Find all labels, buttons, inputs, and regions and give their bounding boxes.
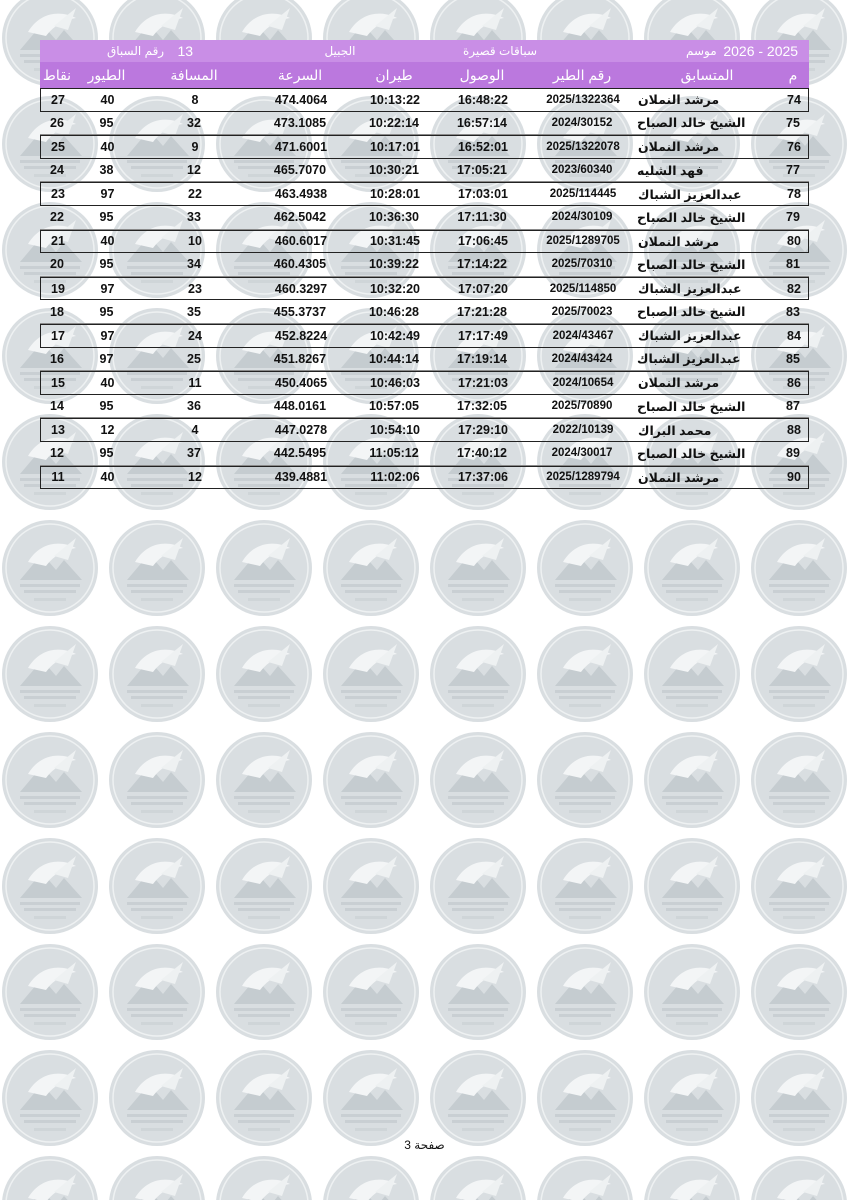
cell-distance: 34 <box>187 257 201 272</box>
watermark-logo <box>751 1050 847 1146</box>
cell-no: 79 <box>786 210 800 225</box>
cell-flight: 10:57:05 <box>368 399 420 414</box>
watermark-logo <box>751 944 847 1040</box>
watermark-logo <box>644 732 740 828</box>
results-sheet <box>40 40 809 489</box>
watermark-logo <box>109 732 205 828</box>
cell-arrival: 17:32:05 <box>456 399 508 414</box>
cell-flight: 10:39:22 <box>368 257 420 272</box>
cell-name: مرشد النملان <box>638 376 720 391</box>
cell-points: 22 <box>50 210 64 225</box>
table-row <box>40 277 809 301</box>
cell-points: 24 <box>50 163 64 178</box>
watermark-logo <box>751 732 847 828</box>
watermark-logo <box>430 732 526 828</box>
cell-speed: 471.6001 <box>274 139 328 154</box>
watermark-logo <box>430 626 526 722</box>
watermark-logo <box>537 1050 633 1146</box>
cell-distance: 32 <box>187 115 201 130</box>
cell-ring: 2022/10139 <box>552 424 614 437</box>
cell-no: 89 <box>786 446 800 461</box>
cell-arrival: 16:48:22 <box>457 92 509 107</box>
cell-name: الشيخ خالد الصباح <box>637 257 746 272</box>
cell-name: الشيخ خالد الصباح <box>637 399 746 414</box>
watermark-logo <box>323 1156 419 1200</box>
cell-arrival: 16:52:01 <box>457 139 509 154</box>
watermark-logo <box>216 626 312 722</box>
cell-distance: 10 <box>188 234 202 249</box>
cell-no: 85 <box>786 351 800 366</box>
cell-flight: 11:02:06 <box>370 470 420 485</box>
cell-points: 27 <box>51 92 65 107</box>
cell-name: مرشد النملان <box>638 234 720 249</box>
cell-ring: 2025/70023 <box>551 305 613 318</box>
cell-ring: 2025/1289794 <box>546 471 620 484</box>
cell-arrival: 17:17:49 <box>457 328 509 343</box>
cell-arrival: 17:37:06 <box>457 470 509 485</box>
cell-speed: 442.5495 <box>273 446 327 461</box>
table-row <box>40 112 809 136</box>
watermark-logo <box>2 1050 98 1146</box>
cell-no: 88 <box>787 423 801 438</box>
table-row <box>40 182 809 206</box>
cell-distance: 12 <box>187 163 201 178</box>
table-row <box>40 442 809 466</box>
watermark-logo <box>109 1156 205 1200</box>
cell-ring: 2025/114445 <box>549 188 617 201</box>
cell-flight: 10:31:45 <box>369 234 421 249</box>
cell-ring: 2024/30017 <box>551 447 613 460</box>
cell-ring: 2025/1289705 <box>546 235 620 248</box>
cell-no: 82 <box>787 281 801 296</box>
cell-distance: 36 <box>187 399 201 414</box>
cell-birds: 97 <box>99 351 114 366</box>
cell-distance: 37 <box>187 446 201 461</box>
cell-flight: 10:30:21 <box>368 163 420 178</box>
cell-no: 90 <box>787 470 801 485</box>
table-row <box>40 348 809 372</box>
table-row <box>40 159 809 183</box>
cell-points: 16 <box>50 351 64 366</box>
cell-speed: 455.3737 <box>273 304 327 319</box>
race-number-value: 13 <box>177 43 194 59</box>
season-label <box>680 40 809 62</box>
cell-name: الشيخ خالد الصباح <box>637 446 746 461</box>
table-row <box>40 466 809 490</box>
cell-speed: 474.4064 <box>274 92 328 107</box>
table-row <box>40 88 809 112</box>
cell-no: 76 <box>787 139 801 154</box>
cell-birds: 38 <box>99 163 114 178</box>
col-header-birds: الطيور <box>87 66 126 83</box>
cell-arrival: 17:11:30 <box>457 210 507 225</box>
cell-birds: 40 <box>100 470 115 485</box>
table-row <box>40 230 809 254</box>
cell-no: 83 <box>786 304 800 319</box>
cell-ring: 2024/30109 <box>551 211 613 224</box>
cell-name: عبدالعزيز الشباك <box>638 282 742 297</box>
cell-birds: 97 <box>100 328 115 343</box>
watermark-logo <box>216 838 312 934</box>
cell-speed: 447.0278 <box>274 423 328 438</box>
col-header-speed: السرعة <box>277 66 323 83</box>
cell-flight: 11:05:12 <box>369 446 419 461</box>
page-footer <box>0 1138 849 1152</box>
cell-ring: 2025/70890 <box>551 400 613 413</box>
col-header-distance: المسافة <box>170 66 218 83</box>
cell-flight: 10:46:03 <box>369 375 421 390</box>
cell-name: مرشد النملان <box>638 140 720 155</box>
col-header-name: المتسابق <box>680 66 734 83</box>
col-header-no: م <box>788 66 798 83</box>
cell-distance: 33 <box>187 210 201 225</box>
cell-points: 11 <box>51 470 65 485</box>
cell-birds: 97 <box>100 281 115 296</box>
cell-no: 77 <box>786 163 800 178</box>
cell-birds: 40 <box>100 234 115 249</box>
cell-points: 26 <box>50 115 64 130</box>
cell-speed: 451.8267 <box>273 351 327 366</box>
cell-distance: 9 <box>191 139 199 154</box>
watermark-logo <box>2 944 98 1040</box>
cell-ring: 2023/60340 <box>551 164 613 177</box>
cell-speed: 460.4305 <box>273 257 327 272</box>
season-label-text: موسم <box>686 44 717 58</box>
watermark-logo <box>751 1156 847 1200</box>
cell-points: 18 <box>50 304 64 319</box>
cell-no: 80 <box>787 234 801 249</box>
cell-flight: 10:44:14 <box>368 351 420 366</box>
cell-distance: 12 <box>188 470 202 485</box>
cell-flight: 10:36:30 <box>368 210 420 225</box>
cell-points: 14 <box>50 399 64 414</box>
watermark-logo <box>644 1156 740 1200</box>
watermark-logo <box>109 520 205 616</box>
cell-speed: 448.0161 <box>273 399 327 414</box>
table-row <box>40 324 809 348</box>
cell-name: عبدالعزيز الشباك <box>638 329 742 344</box>
cell-points: 25 <box>51 139 65 154</box>
watermark-logo <box>644 626 740 722</box>
cell-flight: 10:46:28 <box>368 304 420 319</box>
results-table-body <box>40 88 809 489</box>
watermark-logo <box>430 1050 526 1146</box>
watermark-logo <box>751 520 847 616</box>
cell-name: الشيخ خالد الصباح <box>637 116 746 131</box>
watermark-logo <box>109 838 205 934</box>
cell-name: مرشد النملان <box>638 93 720 108</box>
col-header-arrival: الوصول <box>459 66 505 83</box>
cell-speed: 452.8224 <box>274 328 328 343</box>
cell-speed: 460.3297 <box>274 281 328 296</box>
cell-arrival: 16:57:14 <box>456 115 508 130</box>
cell-points: 23 <box>51 187 65 202</box>
cell-arrival: 17:19:14 <box>456 351 508 366</box>
cell-distance: 11 <box>188 375 202 390</box>
table-row <box>40 371 809 395</box>
watermark-logo <box>323 626 419 722</box>
col-header-points: نقاط <box>42 66 72 83</box>
cell-name: الشيخ خالد الصباح <box>637 210 746 225</box>
watermark-logo <box>2 1156 98 1200</box>
cell-no: 87 <box>786 399 800 414</box>
cell-distance: 25 <box>187 351 201 366</box>
cell-speed: 460.6017 <box>274 234 328 249</box>
cell-distance: 23 <box>188 281 202 296</box>
cell-arrival: 17:03:01 <box>457 187 509 202</box>
cell-arrival: 17:07:20 <box>457 281 509 296</box>
cell-arrival: 17:40:12 <box>456 446 508 461</box>
watermark-logo <box>323 1050 419 1146</box>
cell-points: 17 <box>51 328 65 343</box>
cell-birds: 40 <box>100 139 115 154</box>
cell-arrival: 17:06:45 <box>457 234 509 249</box>
cell-ring: 2024/10654 <box>552 376 614 389</box>
cell-flight: 10:54:10 <box>369 423 421 438</box>
cell-points: 12 <box>50 446 64 461</box>
cell-ring: 2024/43467 <box>552 329 614 342</box>
watermark-logo <box>2 732 98 828</box>
table-row <box>40 135 809 159</box>
watermark-logo <box>216 944 312 1040</box>
watermark-logo <box>323 944 419 1040</box>
cell-name: عبدالعزيز الشباك <box>637 352 741 367</box>
cell-ring: 2025/1322078 <box>546 140 620 153</box>
watermark-logo <box>537 520 633 616</box>
cell-birds: 97 <box>100 187 115 202</box>
watermark-logo <box>323 838 419 934</box>
cell-arrival: 17:21:28 <box>456 304 508 319</box>
race-number-label: رقم السباق <box>106 44 165 58</box>
cell-flight: 10:28:01 <box>369 187 421 202</box>
cell-points: 13 <box>51 423 65 438</box>
watermark-logo <box>109 944 205 1040</box>
race-type: سباقات قصيرة <box>462 44 538 58</box>
cell-distance: 8 <box>191 92 199 107</box>
cell-ring: 2025/114850 <box>549 282 617 295</box>
cell-no: 78 <box>787 187 801 202</box>
watermark-logo <box>216 1156 312 1200</box>
cell-points: 15 <box>51 375 65 390</box>
watermark-logo <box>2 626 98 722</box>
cell-no: 86 <box>787 375 801 390</box>
watermark-logo <box>430 838 526 934</box>
race-number <box>80 40 220 62</box>
cell-flight: 10:32:20 <box>369 281 421 296</box>
watermark-logo <box>216 732 312 828</box>
cell-birds: 95 <box>99 115 114 130</box>
table-row <box>40 395 809 419</box>
cell-name: مرشد النملان <box>638 470 720 485</box>
cell-name: الشيخ خالد الصباح <box>637 305 746 320</box>
cell-birds: 12 <box>100 423 115 438</box>
cell-ring: 2024/30152 <box>551 116 613 129</box>
cell-speed: 465.7070 <box>273 163 327 178</box>
cell-name: محمد البراك <box>638 423 712 438</box>
cell-points: 19 <box>51 281 65 296</box>
cell-birds: 95 <box>99 446 114 461</box>
cell-no: 84 <box>787 328 801 343</box>
table-row <box>40 418 809 442</box>
cell-birds: 40 <box>100 92 115 107</box>
watermark-logo <box>216 1050 312 1146</box>
header-top-bar <box>40 40 809 62</box>
cell-distance: 22 <box>188 187 202 202</box>
cell-speed: 473.1085 <box>273 115 327 130</box>
cell-arrival: 17:29:10 <box>457 423 509 438</box>
cell-name: عبدالعزيز الشباك <box>638 187 742 202</box>
watermark-logo <box>644 520 740 616</box>
cell-no: 75 <box>786 115 800 130</box>
cell-birds: 95 <box>99 257 114 272</box>
cell-name: فهد الشليه <box>637 163 704 178</box>
watermark-logo <box>644 944 740 1040</box>
table-row <box>40 300 809 324</box>
cell-arrival: 17:21:03 <box>457 375 509 390</box>
cell-points: 20 <box>50 257 64 272</box>
cell-birds: 95 <box>99 304 114 319</box>
cell-speed: 463.4938 <box>274 187 328 202</box>
cell-flight: 10:42:49 <box>369 328 421 343</box>
cell-speed: 439.4881 <box>274 470 328 485</box>
cell-flight: 10:17:01 <box>369 139 421 154</box>
watermark-logo <box>323 732 419 828</box>
cell-points: 21 <box>51 234 65 249</box>
cell-ring: 2024/43424 <box>551 352 613 365</box>
watermark-logo <box>537 1156 633 1200</box>
table-row <box>40 206 809 230</box>
cell-birds: 40 <box>100 375 115 390</box>
cell-birds: 95 <box>99 210 114 225</box>
watermark-logo <box>751 838 847 934</box>
cell-flight: 10:13:22 <box>369 92 421 107</box>
watermark-logo <box>323 520 419 616</box>
cell-distance: 24 <box>188 328 202 343</box>
cell-ring: 2025/1322364 <box>546 93 620 106</box>
watermark-logo <box>537 732 633 828</box>
race-location: الجبيل <box>324 44 356 58</box>
cell-arrival: 17:14:22 <box>456 257 508 272</box>
watermark-logo <box>2 520 98 616</box>
watermark-logo <box>109 1050 205 1146</box>
cell-ring: 2025/70310 <box>551 258 613 271</box>
col-header-flight: طيران <box>375 66 413 83</box>
watermark-logo <box>537 838 633 934</box>
cell-distance: 35 <box>187 304 201 319</box>
watermark-logo <box>537 626 633 722</box>
column-header-row <box>40 62 809 88</box>
col-header-ring: رقم الطير <box>552 66 612 83</box>
watermark-logo <box>430 944 526 1040</box>
watermark-logo <box>644 838 740 934</box>
watermark-logo <box>751 626 847 722</box>
cell-speed: 462.5042 <box>273 210 327 225</box>
season-value: 2026 - 2025 <box>723 43 799 59</box>
cell-distance: 4 <box>191 423 199 438</box>
watermark-logo <box>109 626 205 722</box>
cell-flight: 10:22:14 <box>368 115 420 130</box>
cell-no: 74 <box>787 92 801 107</box>
watermark-logo <box>216 520 312 616</box>
page-number: صفحة 3 <box>404 1138 445 1152</box>
watermark-logo <box>430 520 526 616</box>
watermark-logo <box>644 1050 740 1146</box>
table-row <box>40 253 809 277</box>
watermark-logo <box>537 944 633 1040</box>
cell-birds: 95 <box>99 399 114 414</box>
watermark-logo <box>2 838 98 934</box>
cell-speed: 450.4065 <box>274 375 328 390</box>
cell-no: 81 <box>786 257 800 272</box>
cell-arrival: 17:05:21 <box>456 163 508 178</box>
watermark-logo <box>430 1156 526 1200</box>
